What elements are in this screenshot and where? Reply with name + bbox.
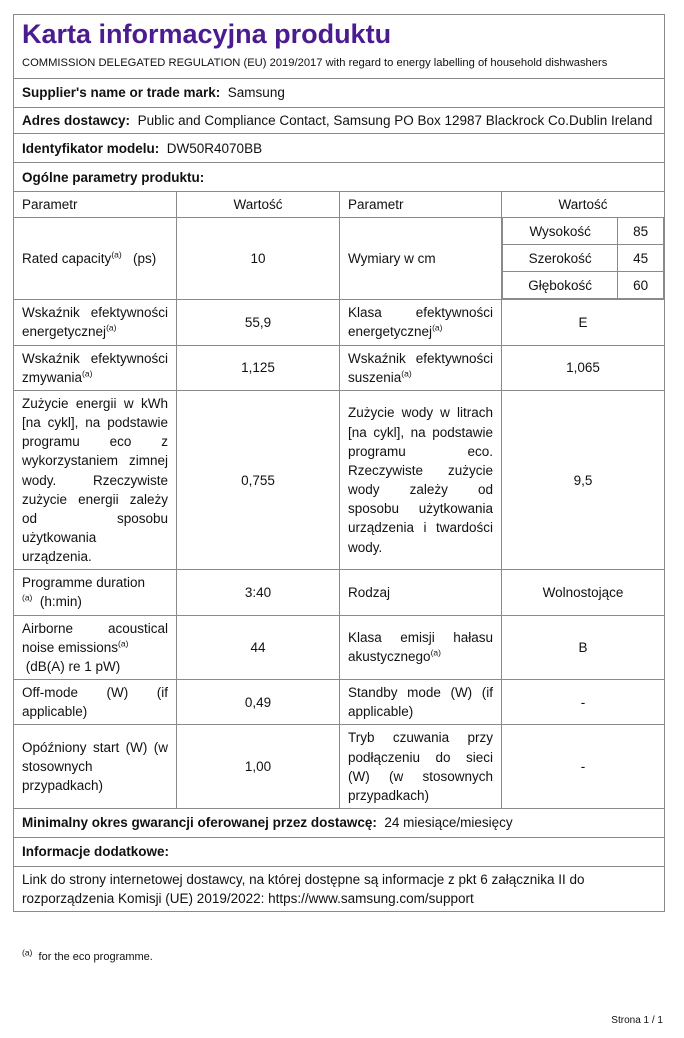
footnote-marker: (a) xyxy=(118,638,129,649)
width-label: Szerokość xyxy=(503,245,618,272)
networked-standby-value: - xyxy=(502,725,665,809)
model-value: DW50R4070BB xyxy=(166,140,263,156)
capacity-label-cell xyxy=(14,218,177,300)
delay-start-value: 1,00 xyxy=(177,725,340,809)
page-number: Strona 1 / 1 xyxy=(611,1015,663,1026)
footnote-marker: (a) xyxy=(82,368,93,379)
warranty-value: 24 miesiące/miesięcy xyxy=(384,815,513,831)
duration-unit: (h:min) xyxy=(39,594,82,610)
standby-value: - xyxy=(502,680,665,725)
footnote-mark: (a) xyxy=(22,947,33,958)
energy-class-label-cell xyxy=(340,300,502,345)
water-consumption-value: 9,5 xyxy=(502,390,665,569)
warranty-label: Minimalny okres gwarancji oferowanej przez dostawcę: xyxy=(22,815,377,831)
energy-class-label: Klasa efektywności energetycznej xyxy=(348,305,493,340)
energy-consumption-label: Zużycie energii w kWh [na cykl], na podstawie programu eco z wykorzystaniem zimnej wody. Rzeczywiste zużycie energii zależy od sposobu użytkowania urządzenia. xyxy=(14,390,177,569)
off-mode-label: Off-mode (W) (if applicable) xyxy=(14,680,177,725)
eei-label-cell xyxy=(14,300,177,345)
dimensions-cell xyxy=(502,218,665,300)
cleaning-drying-row xyxy=(14,345,665,390)
col-header-value-2: Wartość xyxy=(502,192,665,218)
type-value: Wolnostojące xyxy=(502,570,665,615)
cleaning-label: Wskaźnik efektywności zmywania xyxy=(22,350,168,385)
noise-value: 44 xyxy=(177,615,340,679)
drying-label-cell xyxy=(340,345,502,390)
depth-label: Głębokość xyxy=(503,272,618,299)
noise-row xyxy=(14,615,665,679)
capacity-unit: (ps) xyxy=(132,251,157,267)
eei-row xyxy=(14,300,665,345)
regulation-row xyxy=(14,52,665,78)
height-row xyxy=(503,218,664,245)
dimensions-table xyxy=(502,218,664,299)
footnote-marker: (a) xyxy=(430,647,441,658)
footnote xyxy=(22,947,153,963)
model-label: Identyfikator modelu: xyxy=(22,140,160,156)
off-mode-value: 0,49 xyxy=(177,680,340,725)
cleaning-value: 1,125 xyxy=(177,345,340,390)
model-row xyxy=(14,134,665,163)
delay-start-label: Opóźniony start (W) (w stosownych przypadkach) xyxy=(14,725,177,809)
footnote-marker: (a) xyxy=(106,322,117,333)
address-value: Public and Compliance Contact, Samsung PO Box 12987 Blackrock Co.Dublin Ireland xyxy=(137,112,653,128)
duration-type-row xyxy=(14,570,665,615)
water-consumption-label: Zużycie wody w litrach [na cykl], na podstawie programu eco. Rzeczywiste zużycie wody zależy od sposobu użytkowania urządzenia i twardości wody. xyxy=(340,390,502,569)
product-fiche-table xyxy=(13,14,665,912)
footnote-marker: (a) xyxy=(111,249,122,260)
eei-label: Wskaźnik efektywności energetycznej xyxy=(22,305,168,340)
width-row xyxy=(503,245,664,272)
noise-class-value: B xyxy=(502,615,665,679)
drying-label: Wskaźnik efektywności suszenia xyxy=(348,350,493,385)
col-header-param: Parametr xyxy=(14,192,177,218)
duration-label-cell xyxy=(14,570,177,615)
footnote-marker: (a) xyxy=(22,592,33,603)
height-value: 85 xyxy=(618,218,664,245)
warranty-row xyxy=(14,809,665,838)
energy-class-value: E xyxy=(502,300,665,345)
capacity-label: Rated capacity xyxy=(22,251,112,267)
networked-standby-label: Tryb czuwania przy podłączeniu do sieci (W) (w stosownych przypadkach) xyxy=(340,725,502,809)
eei-value: 55,9 xyxy=(177,300,340,345)
col-header-param-2: Parametr xyxy=(340,192,502,218)
supplier-value: Samsung xyxy=(227,85,285,101)
energy-consumption-value: 0,755 xyxy=(177,390,340,569)
consumption-row xyxy=(14,390,665,569)
supplier-label: Supplier's name or trade mark: xyxy=(22,85,221,101)
capacity-value: 10 xyxy=(177,218,340,300)
height-label: Wysokość xyxy=(503,218,618,245)
delay-networked-row xyxy=(14,725,665,809)
noise-class-label: Klasa emisji hałasu akustycznego xyxy=(348,630,493,665)
capacity-dimensions-row xyxy=(14,218,665,300)
additional-info-label: Informacje dodatkowe: xyxy=(14,838,665,867)
noise-label: Airborne acoustical noise emissions xyxy=(22,620,168,655)
general-params-row xyxy=(14,163,665,192)
cleaning-label-cell xyxy=(14,345,177,390)
footnote-text: for the eco programme. xyxy=(38,951,153,963)
additional-info-text: Link do strony internetowej dostawcy, na której dostępne są informacje z pkt 6 załącznika II do rozporządzenia Komisji (UE) 2019/2022: https://www.samsung.com/support xyxy=(14,867,665,912)
noise-class-label-cell xyxy=(340,615,502,679)
col-header-value: Wartość xyxy=(177,192,340,218)
general-params-label: Ogólne parametry produktu: xyxy=(14,163,665,192)
address-label: Adres dostawcy: xyxy=(22,112,131,128)
drying-value: 1,065 xyxy=(502,345,665,390)
power-modes-row xyxy=(14,680,665,725)
address-row xyxy=(14,107,665,133)
product-fiche xyxy=(13,14,664,912)
width-value: 45 xyxy=(618,245,664,272)
footnote-marker: (a) xyxy=(432,322,443,333)
standby-label: Standby mode (W) (if applicable) xyxy=(340,680,502,725)
duration-value: 3:40 xyxy=(177,570,340,615)
supplier-row xyxy=(14,78,665,107)
footnote-marker: (a) xyxy=(401,368,412,379)
title-row xyxy=(14,15,665,53)
page-title: Karta informacyjna produktu xyxy=(22,19,392,49)
noise-label-cell xyxy=(14,615,177,679)
additional-info-header-row xyxy=(14,838,665,867)
dimensions-label: Wymiary w cm xyxy=(340,218,502,300)
noise-unit: (dB(A) re 1 pW) xyxy=(25,658,121,674)
duration-label: Programme duration xyxy=(22,575,146,591)
depth-row xyxy=(503,272,664,299)
column-header-row xyxy=(14,192,665,218)
type-label: Rodzaj xyxy=(340,570,502,615)
regulation-text: COMMISSION DELEGATED REGULATION (EU) 2019/2017 with regard to energy labelling of household dishwashers xyxy=(14,52,665,78)
additional-info-row xyxy=(14,867,665,912)
depth-value: 60 xyxy=(618,272,664,299)
